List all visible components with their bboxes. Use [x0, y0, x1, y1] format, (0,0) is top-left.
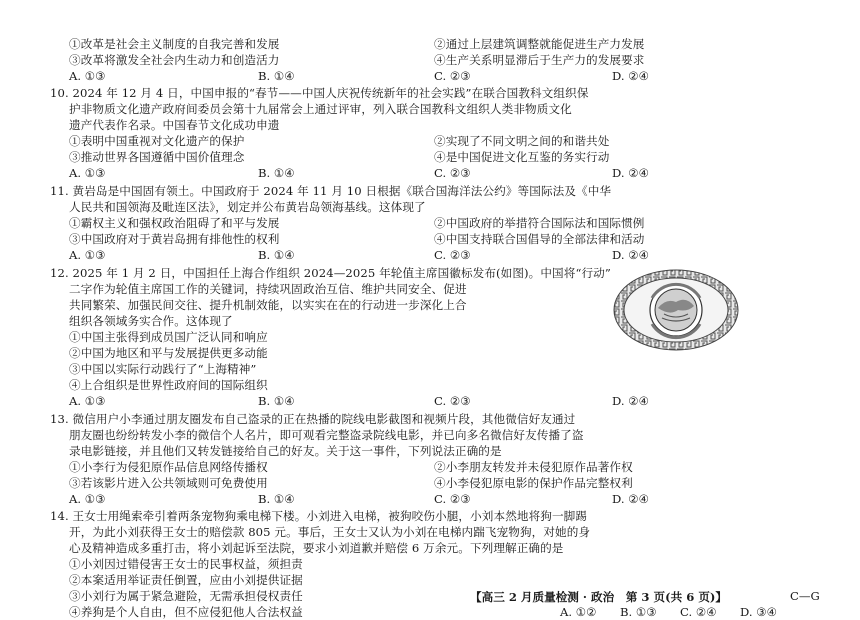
q9-statement-1: ①改革是社会主义制度的自我完善和发展: [69, 37, 280, 51]
q10-option-a: A. ①③: [69, 166, 106, 180]
q11-option-d: D. ②④: [612, 248, 650, 262]
q10-statement-3: ③推动世界各国遵循中国价值理念: [69, 150, 245, 164]
q11-statement-1: ①霸权主义和强权政治阻碍了和平与发展: [69, 216, 280, 230]
paper-code: C—G: [790, 589, 820, 603]
q12-statement-1: ①中国主张得到成员国广泛认同和响应: [69, 330, 268, 344]
q10-stem-line-3: 遗产代表作名录。中国春节文化成功申遗: [69, 118, 280, 132]
q9-statement-4: ④生产关系明显滞后于生产力的发展要求: [434, 53, 645, 67]
q9-statement-2: ②通过上层建筑调整就能促进生产力发展: [434, 37, 645, 51]
sco-emblem-icon: [612, 268, 740, 352]
q14-statement-1: ①小刘因过错侵害王女士的民事权益，须担责: [69, 557, 303, 571]
q13-option-c: C. ②③: [434, 492, 471, 506]
q14-stem-line-2: 开，为此小刘获得王女士的赔偿款 805 元。事后，王女士又认为小刘在电梯内踹飞宠物狗，对她的身: [69, 525, 591, 539]
q10-statement-4: ④是中国促进文化互鉴的务实行动: [434, 150, 610, 164]
q12-stem-line-2: 二字作为轮值主席国工作的关键词，持续巩固政治互信、维护共同安全、促进: [69, 282, 467, 296]
q12-option-c: C. ②③: [434, 394, 471, 408]
q13-stem-line-1: 13. 微信用户小李通过朋友圈发布自己盗录的正在热播的院线电影截图和视频片段，其他微信好友通过: [50, 412, 576, 426]
q13-statement-1: ①小李行为侵犯原作品信息网络传播权: [69, 460, 268, 474]
q14-statement-2: ②本案适用举证责任倒置，应由小刘提供证据: [69, 573, 303, 587]
q14-statement-3: ③小刘行为属于紧急避险，无需承担侵权责任: [69, 589, 303, 603]
q12-option-b: B. ①④: [258, 394, 295, 408]
q10-stem-line-2: 护非物质文化遗产政府间委员会第十九届常会上通过评审，列入联合国教科文组织人类非物质文化: [69, 102, 572, 116]
q13-option-a: A. ①③: [69, 492, 106, 506]
q12-stem-line-1: 12. 2025 年 1 月 2 日，中国担任上海合作组织 2024—2025 年轮值主席国徽标发布(如图)。中国将“行动”: [50, 266, 611, 280]
q14-option-a: A. ①②: [560, 605, 597, 619]
q13-statement-4: ④小李侵犯原电影的保护作品完整权利: [434, 476, 633, 490]
q10-option-c: C. ②③: [434, 166, 471, 180]
q12-statement-2: ②中国为地区和平与发展提供更多动能: [69, 346, 268, 360]
q12-statement-4: ④上合组织是世界性政府间的国际组织: [69, 378, 268, 392]
q14-option-d: D. ③④: [740, 605, 778, 619]
q11-option-c: C. ②③: [434, 248, 471, 262]
q11-stem-line-2: 人民共和国领海及毗连区法》，划定并公布黄岩岛领海基线。这体现了: [69, 200, 426, 214]
q11-statement-4: ④中国支持联合国倡导的全部法律和活动: [434, 232, 645, 246]
q12-stem-line-4: 组织各领域务实合作。这体现了: [69, 314, 233, 328]
q11-statement-3: ③中国政府对于黄岩岛拥有排他性的权利: [69, 232, 280, 246]
q12-option-a: A. ①③: [69, 394, 106, 408]
q13-stem-line-3: 录电影链接，并且他们又转发链接给自己的好友。关于这一事件，下列说法正确的是: [69, 444, 502, 458]
q12-stem-line-3: 共同繁荣、加强民间交往、提升机制效能，以实实在在的行动进一步深化上合: [69, 298, 467, 312]
q11-statement-2: ②中国政府的举措符合国际法和国际惯例: [434, 216, 645, 230]
q10-statement-2: ②实现了不同文明之间的和谐共处: [434, 134, 610, 148]
page-footer: 【高三 2 月质量检测 · 政治 第 3 页(共 6 页)】: [470, 590, 727, 604]
q14-statement-4: ④养狗是个人自由，但不应侵犯他人合法权益: [69, 605, 303, 619]
q11-option-a: A. ①③: [69, 248, 106, 262]
q13-option-d: D. ②④: [612, 492, 650, 506]
q9-option-b: B. ①④: [258, 69, 295, 83]
q14-stem-line-1: 14. 王女士用绳索牵引着两条宠物狗乘电梯下楼。小刘进入电梯，被狗咬伤小腿，小刘本然地将狗一脚踢: [50, 509, 588, 523]
q14-option-b: B. ①③: [620, 605, 657, 619]
q9-option-a: A. ①③: [69, 69, 106, 83]
q9-option-d: D. ②④: [612, 69, 650, 83]
q10-option-d: D. ②④: [612, 166, 650, 180]
q9-statement-3: ③改革将激发全社会内生动力和创造活力: [69, 53, 280, 67]
q14-option-c: C. ②④: [680, 605, 717, 619]
q13-statement-3: ③若该影片进入公共领域则可免费使用: [69, 476, 268, 490]
q10-stem-line-1: 10. 2024 年 12 月 4 日，中国申报的“春节——中国人庆祝传统新年的社会实践”在联合国教科文组织保: [50, 86, 589, 100]
q9-option-c: C. ②③: [434, 69, 471, 83]
q13-statement-2: ②小李朋友转发并未侵犯原作品著作权: [434, 460, 633, 474]
q10-statement-1: ①表明中国重视对文化遗产的保护: [69, 134, 245, 148]
q13-stem-line-2: 朋友圈也纷纷转发小李的微信个人名片，即可观看完整盗录院线电影，并已向多名微信好友传播了盗: [69, 428, 584, 442]
q11-option-b: B. ①④: [258, 248, 295, 262]
q10-option-b: B. ①④: [258, 166, 295, 180]
q12-option-d: D. ②④: [612, 394, 650, 408]
q12-statement-3: ③中国以实际行动践行了“上海精神”: [69, 362, 257, 376]
q14-stem-line-3: 心及精神造成多重打击，将小刘起诉至法院，要求小刘道歉并赔偿 6 万余元。下列理解正确的是: [69, 541, 564, 555]
q11-stem-line-1: 11. 黄岩岛是中国固有领土。中国政府于 2024 年 11 月 10 日根据《联合国海洋法公约》等国际法及《中华: [50, 184, 612, 198]
q13-option-b: B. ①④: [258, 492, 295, 506]
